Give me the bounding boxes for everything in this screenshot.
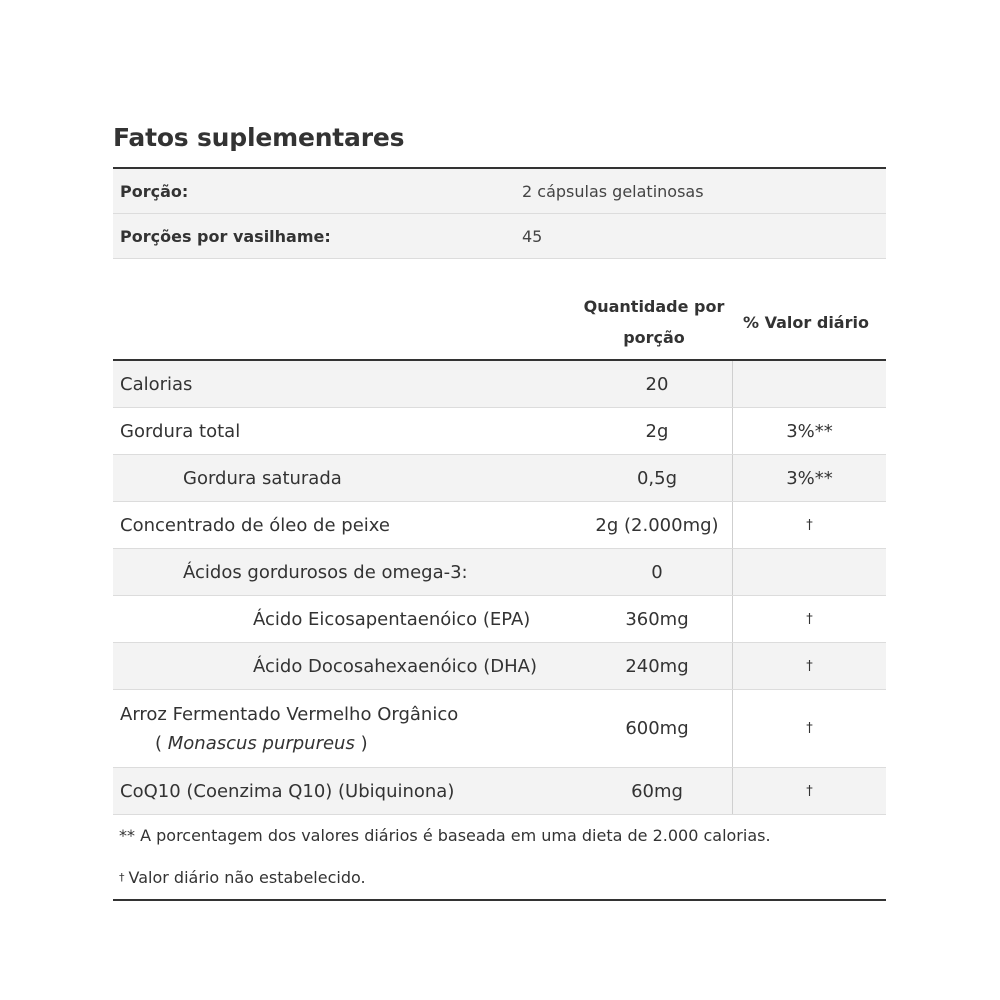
serving-size-value: 2 cápsulas gelatinosas — [522, 181, 704, 201]
nutrient-name: CoQ10 (Coenzima Q10) (Ubiquinona) — [120, 780, 455, 802]
nutrient-name: Calorias — [120, 373, 193, 395]
servings-per-container-value: 45 — [522, 226, 543, 246]
nutrient-name: Gordura total — [120, 420, 241, 442]
nutrient-quantity: 20 — [645, 373, 669, 395]
nutrient-quantity: 60mg — [631, 780, 683, 802]
table-row — [113, 502, 886, 549]
nutrient-daily-value: † — [732, 502, 886, 548]
servings-per-container-row — [113, 214, 886, 259]
footnote-not-established — [113, 867, 886, 899]
serving-size-row — [113, 169, 886, 214]
nutrient-name-block — [113, 690, 582, 767]
nutrient-name: Ácidos gordurosos de omega-3: — [183, 561, 468, 583]
paren-close: ) — [354, 732, 368, 754]
nutrient-name: Arroz Fermentado Vermelho Orgânico — [120, 703, 459, 725]
nutrient-name: Ácido Eicosapentaenóico (EPA) — [253, 608, 531, 630]
nutrient-name: Ácido Docosahexaenóico (DHA) — [253, 655, 537, 677]
serving-size-label: Porção: — [120, 181, 189, 201]
nutrient-quantity: 600mg — [625, 718, 689, 739]
table-row — [113, 596, 886, 643]
nutrient-daily-value: † — [732, 768, 886, 814]
table-row — [113, 549, 886, 596]
table-row — [113, 643, 886, 690]
nutrient-daily-value: † — [732, 643, 886, 689]
nutrient-daily-value — [732, 549, 886, 595]
nutrient-quantity: 2g (2.000mg) — [595, 514, 719, 536]
header-quantity: Quantidade por porção — [583, 297, 725, 347]
nutrient-daily-value: 3%** — [732, 455, 886, 501]
supplement-facts-panel — [113, 118, 886, 901]
bottom-divider — [113, 899, 886, 901]
dagger-symbol: † — [119, 871, 125, 884]
nutrient-quantity: 0 — [651, 561, 663, 583]
table-row — [113, 455, 886, 502]
table-row — [113, 408, 886, 455]
nutrient-name: Concentrado de óleo de peixe — [120, 514, 390, 536]
paren-open: ( — [155, 732, 168, 754]
nutrient-table — [113, 361, 886, 815]
servings-per-container-label: Porções por vasilhame: — [120, 226, 331, 246]
nutrient-daily-value: 3%** — [732, 408, 886, 454]
nutrient-quantity: 2g — [645, 420, 669, 442]
nutrient-daily-value: † — [732, 596, 886, 642]
nutrient-quantity: 360mg — [625, 608, 689, 630]
footnote-text: Valor diário não estabelecido. — [128, 868, 366, 887]
nutrient-scientific-name — [120, 733, 582, 754]
footnote-daily-basis: ** A porcentagem dos valores diários é baseada em uma dieta de 2.000 calorias. — [119, 826, 771, 845]
nutrient-quantity: 240mg — [625, 655, 689, 677]
nutrient-daily-value: † — [732, 690, 886, 767]
table-row — [113, 690, 886, 768]
nutrient-quantity: 0,5g — [636, 467, 678, 489]
page-title: Fatos suplementares — [113, 123, 405, 152]
table-header — [113, 285, 886, 359]
header-daily-value: % Valor diário — [743, 312, 869, 332]
nutrient-name: Gordura saturada — [183, 467, 342, 489]
nutrient-daily-value — [732, 361, 886, 407]
table-row — [113, 361, 886, 408]
scientific-name: Monascus purpureus — [167, 732, 355, 754]
table-row — [113, 768, 886, 815]
